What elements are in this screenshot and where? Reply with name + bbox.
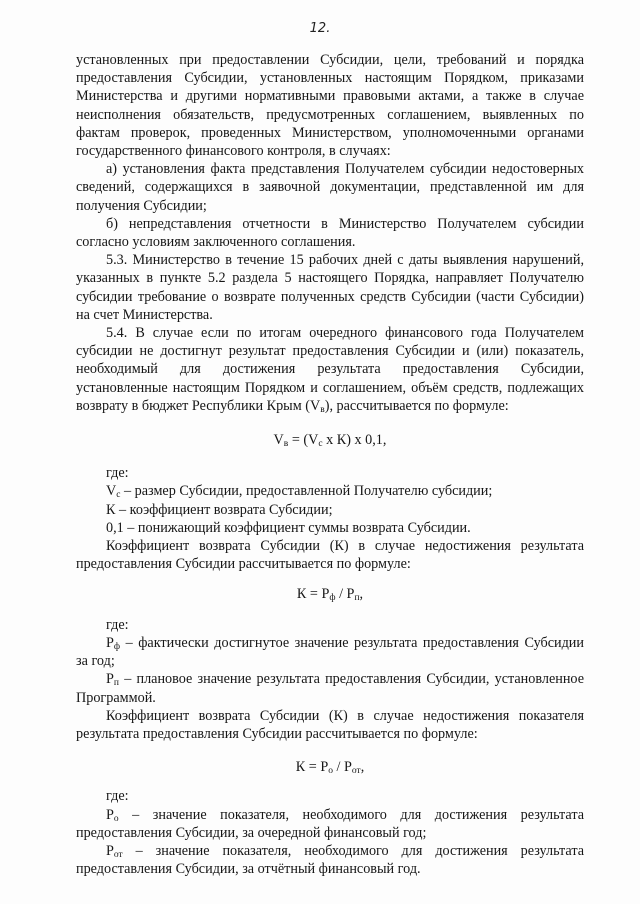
formula-part: / Р	[335, 586, 355, 603]
formula-subscript: от	[351, 766, 361, 777]
formula-coefficient-indicator	[76, 758, 584, 776]
variable-subscript: от	[113, 849, 123, 860]
formula-part: V	[273, 432, 284, 449]
definition-text: – значение показателя, необходимого для достижения результата предоставления Субсидии, за очередной финансовый год;	[76, 806, 584, 841]
paragraph: установленных при предоставлении Субсидии, цели, требований и порядка предоставления Субсидии, установленных настоящим Порядком, приказами Министерства и другими нормативными правовыми актами, а также в случае неисполнения обязательств, предусмотренных соглашением, выявленных по фактам проверок, проведенных Министерством, уполномоченными органами государственного финансового контроля, в случаях:	[76, 52, 584, 160]
variable: Р	[106, 806, 114, 823]
definition-text: – значение показателя, необходимого для достижения результата предоставления Субсидии, за отчётный финансовый год.	[76, 842, 584, 878]
definition: 0,1 – понижающий коэффициент суммы возврата Субсидии.	[106, 519, 471, 536]
variable-subscript: о	[113, 813, 119, 824]
paragraph-text: 5.4. В случае если по итогам очередного финансового года Получателем субсидии не достигнут результат предоставления Субсидии и (или) показатель, необходимый для достижения результата предоставления Субсидии, установленные настоящим Порядком и соглашением, объём средств, подлежащих возврату в бюджет Республики Крым	[76, 325, 584, 414]
definition	[76, 670, 584, 706]
formula-subscript: в	[283, 439, 289, 450]
paragraph: Коэффициент возврата Субсидии (К) в случае недостижения показателя результата предоставления Субсидии рассчитывается по формуле:	[76, 707, 584, 742]
formula-part: = (V	[288, 432, 319, 449]
definition-text: – плановое значение результата предоставления Субсидии, установленное Программой.	[76, 671, 584, 706]
formula-part: К = Р	[296, 586, 330, 603]
where-label: где:	[106, 788, 129, 805]
variable: Р	[106, 634, 114, 651]
formula-part: ,	[360, 759, 365, 776]
formula-subscript: о	[328, 766, 333, 777]
paragraph: б) непредставления отчетности в Министерство Получателем субсидии согласно условиям заключенного соглашения.	[76, 215, 584, 251]
definition	[76, 634, 584, 670]
formula-subscript: ф	[329, 593, 336, 604]
page-number: 12.	[309, 21, 331, 36]
document-body	[76, 51, 584, 878]
variable-subscript: п	[113, 678, 119, 689]
variable-subscript: c	[116, 490, 121, 501]
formula-part: ,	[359, 586, 364, 603]
variable: (V	[305, 397, 321, 414]
definition: К – коэффициент возврата Субсидии;	[106, 501, 333, 518]
formula-volume	[76, 431, 584, 449]
definition	[76, 842, 584, 878]
formula-part: К = Р	[295, 759, 329, 776]
paragraph: а) установления факта представления Получателем субсидии недостоверных сведений, содержащихся в заявочной документации, представленной им для получения Субсидии;	[76, 161, 584, 214]
paragraph: 5.3. Министерство в течение 15 рабочих дней с даты выявления нарушений, указанных в пункте 5.2 раздела 5 настоящего Порядка, направляет Получателю субсидии требование о возврате полученных средств Субсидии (части Субсидии) на счет Министерства.	[76, 252, 584, 323]
variable: V	[106, 483, 117, 500]
where-label: где:	[106, 465, 129, 482]
variable-subscript: ф	[113, 641, 121, 652]
formula-coefficient-result	[76, 585, 584, 603]
paragraph-text: ), рассчитывается по формуле:	[324, 397, 509, 414]
where-label: где:	[106, 616, 129, 633]
definition	[76, 482, 584, 500]
paragraph: Коэффициент возврата Субсидии (К) в случае недостижения результата предоставления Субсидии рассчитывается по формуле:	[76, 538, 584, 573]
formula-part: / Р	[332, 759, 352, 776]
variable: Р	[106, 842, 114, 859]
variable: Р	[106, 671, 114, 688]
formula-part: x К) x 0,1,	[322, 432, 387, 449]
definition-text: – размер Субсидии, предоставленной Получателю субсидии;	[120, 483, 493, 500]
formula-subscript: c	[318, 439, 323, 450]
definition-text: – фактически достигнутое значение результата предоставления Субсидии за год;	[76, 634, 584, 670]
variable-subscript: в	[320, 404, 325, 415]
definition	[76, 806, 584, 842]
formula-subscript: п	[354, 593, 360, 604]
paragraph	[76, 324, 584, 415]
